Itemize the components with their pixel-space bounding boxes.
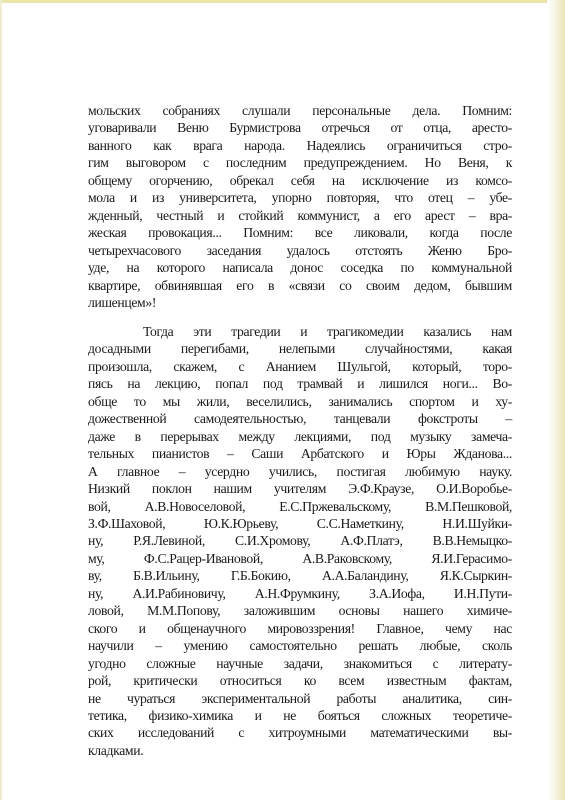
text-line: научили – умению самостоятельно решать любые, сколь	[88, 638, 512, 654]
text-line: Низкий поклон нашим учителям Э.Ф.Краузе, О.И.Воробье-	[88, 481, 512, 497]
text-line: гим выговором с последним предупреждением. Но Веня, к	[88, 155, 512, 171]
text-line: дожественной самодеятельностью, танцевали фокстроты –	[88, 411, 512, 427]
text-line: З.Ф.Шаховой, Ю.К.Юрьеву, С.С.Наметкину, Н.И.Шуйки-	[88, 515, 512, 531]
text-line: мольских собраниях слушали персональные дела. Помним:	[88, 103, 512, 118]
text-line: мола и из университета, упорно повторяя, что отец – убе-	[88, 190, 512, 206]
text-line: четырехчасового заседания удалось отстоять Женю Бро-	[88, 242, 512, 258]
text-line: кладками.	[88, 742, 144, 758]
text-line: произошла, скажем, с Ананием Шульгой, который, торо-	[88, 358, 512, 374]
paragraph-1	[88, 102, 512, 311]
paragraph-2	[88, 323, 512, 759]
text-line: жденный, честный и стойкий коммунист, а его арест – вра-	[88, 207, 512, 223]
text-line: ну, А.И.Рабиновичу, А.Н.Фрумкину, З.А.Иофа, И.Н.Пути-	[88, 585, 512, 601]
scan-edge-left	[0, 0, 2, 800]
text-line: тельных пианистов – Саши Арбатского и Юры Жданова...	[88, 446, 512, 462]
text-line: общему огорчению, обрекал себя на исключение из комсо-	[88, 172, 512, 188]
text-line: му, Ф.С.Рацер-Ивановой, А.В.Раковскому, Я.И.Герасимо-	[88, 550, 512, 566]
text-line: ского и общенаучного мировоззрения! Главное, чему нас	[88, 620, 512, 636]
text-line: даже в перерывах между лекциями, под музыку замеча-	[88, 428, 512, 444]
text-line: ву, Б.В.Ильину, Г.Б.Бокию, А.А.Баландину, Я.К.Сыркин-	[88, 568, 512, 584]
text-line: рой, критически относиться ко всем известным фактам,	[88, 673, 512, 689]
text-line: уговаривали Веню Бурмистрова отречься от отца, аресто-	[88, 120, 512, 136]
scan-edge-right	[547, 0, 565, 800]
text-line: квартире, обвинявшая его в «связи со своим дедом, бывшим	[88, 277, 512, 293]
text-line: ванного как врага народа. Надеялись ограничиться стро-	[88, 137, 512, 153]
text-line: пясь на лекцию, попал под трамвай и лишился ноги... Во-	[88, 376, 512, 392]
text-line: А главное – усердно учились, постигая любимую науку.	[88, 463, 512, 479]
text-line: вой, А.В.Новоселовой, Е.С.Пржевальскому, В.М.Пешковой,	[88, 498, 512, 514]
text-line: не чураться экспериментальной работы аналитика, син-	[88, 690, 512, 706]
text-line: уде, на которого написала донос соседка по коммунальной	[88, 260, 512, 276]
text-line: ну, Р.Я.Левиной, С.И.Хромову, А.Ф.Платэ, В.В.Немыцко-	[88, 533, 512, 549]
text-line: тетика, физико-химика и не бояться сложных теоретиче-	[88, 707, 512, 723]
text-line: Тогда эти трагедии и трагикомедии казались нам	[143, 324, 512, 339]
text-line: ских исследований с хитроумными математическими вы-	[88, 725, 512, 741]
text-line: лишенцем»!	[88, 294, 157, 310]
text-line: досадными перегибами, нелепыми случайностями, какая	[88, 341, 512, 357]
text-line: угодно сложные научные задачи, знакомиться с литерату-	[88, 655, 512, 671]
text-line: обще то мы жили, веселились, занимались спортом и ху-	[88, 393, 512, 409]
text-line: жеская провокация... Помним: все ликовали, когда после	[88, 225, 512, 241]
scan-edge-top	[0, 0, 565, 3]
text-line: ловой, М.М.Попову, заложившим основы нашего химиче-	[88, 603, 512, 619]
